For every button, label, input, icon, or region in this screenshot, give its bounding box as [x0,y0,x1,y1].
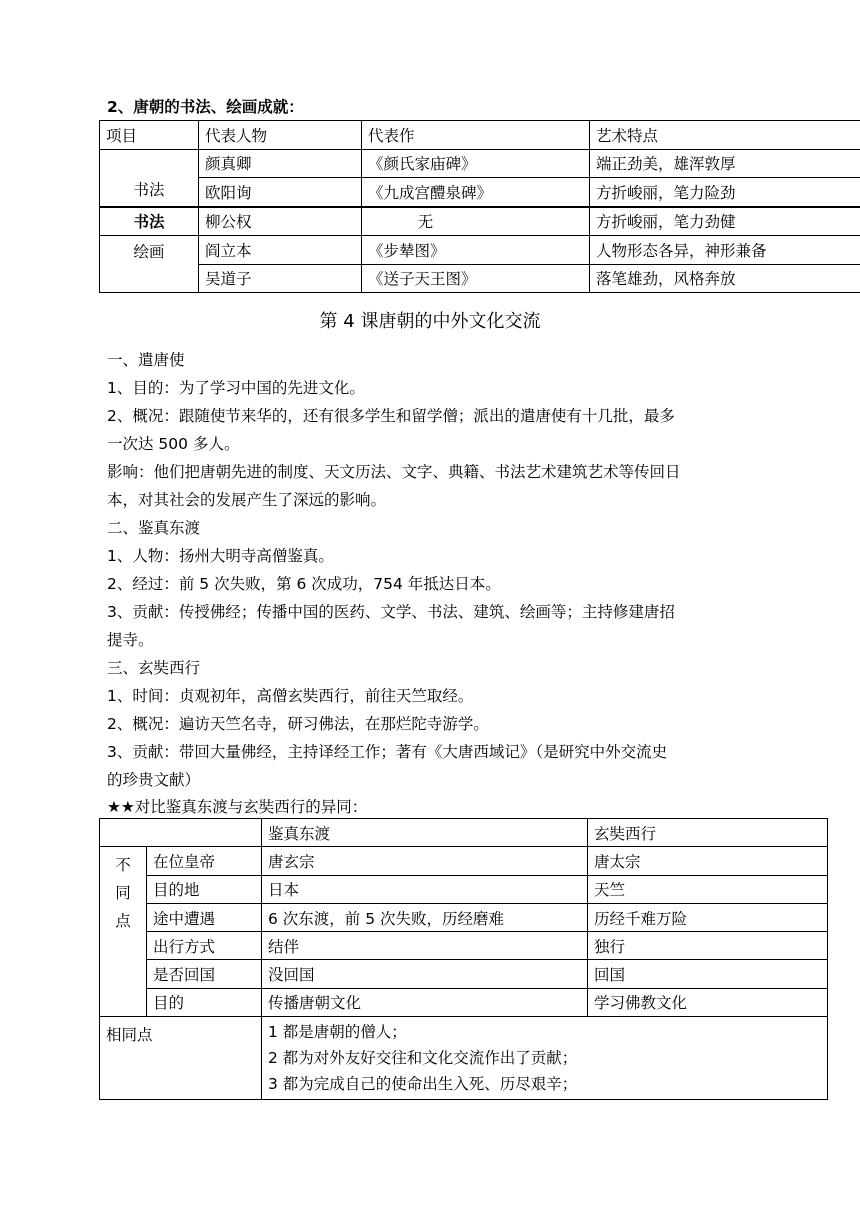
differences-label-char: 同 [115,884,131,903]
person-cell: 阎立本 [199,236,362,265]
jianzhen-cell: 唐玄宗 [262,847,588,875]
differences-label-char: 不 [115,856,131,875]
header-feature: 艺术特点 [590,121,860,150]
text-line: 1、时间：贞观初年，高僧玄奘西行，前往天竺取经。 [107,687,474,705]
lesson-title: 第 4 课唐朝的中外文化交流 [319,311,541,332]
table-header-row [100,819,828,847]
work-cell: 《步辇图》 [362,236,590,265]
similarities-label: 相同点 [100,1017,262,1100]
work-cell: 《送子天王图》 [362,264,590,293]
similarity-point: 3 都为完成自己的使命出生入死、历尽艰辛； [268,1075,578,1094]
jianzhen-cell: 结伴 [262,932,588,960]
category-cell: 书法 [100,207,199,236]
heading-jianzhen: 二、鉴真东渡 [107,519,201,537]
text-line: 提寺。 [107,631,154,649]
text-line: 3、贡献：传授佛经；传播中国的医药、文学、书法、建筑、绘画等；主持修建唐招 [107,603,675,621]
work-cell: 《颜氏家庙碑》 [362,149,590,178]
text-line: 1、人物：扬州大明寺高僧鉴真。 [107,547,334,565]
item-cell: 目的 [147,988,262,1016]
xuanzang-cell: 天竺 [588,875,828,903]
text-line: 2、经过：前 5 次失败，第 6 次成功，754 年抵达日本。 [107,575,501,593]
table-row [100,960,828,988]
item-cell: 目的地 [147,875,262,903]
jianzhen-cell: 日本 [262,875,588,903]
text-line: 2、概况：遍访天竺名寺，研习佛法，在那烂陀寺游学。 [107,715,489,733]
table-row [100,847,828,875]
feature-cell: 方折峻丽，笔力险劲 [590,178,860,207]
table-row [100,236,860,265]
header-category: 项目 [100,121,199,150]
calligraphy-painting-table [99,120,860,293]
person-cell: 柳公权 [199,207,362,236]
category-cell: 书法 [100,149,199,207]
xuanzang-cell: 学习佛教文化 [588,988,828,1016]
empty-header-cell [100,819,262,847]
xuanzang-cell: 历经千难万险 [588,903,828,931]
text-line: 一次达 500 多人。 [107,435,240,453]
differences-label-char: 点 [115,912,131,931]
heading-xuanzang: 三、玄奘西行 [107,659,201,677]
work-cell: 《九成宫醴泉碑》 [362,178,590,207]
table-row [100,1017,828,1100]
header-jianzhen: 鉴真东渡 [262,819,588,847]
header-person: 代表人物 [199,121,362,150]
table-header-row [100,121,860,150]
heading-envoys: 一、遣唐使 [107,351,185,369]
jianzhen-cell: 传播唐朝文化 [262,988,588,1016]
item-cell: 途中遭遇 [147,903,262,931]
xuanzang-cell: 回国 [588,960,828,988]
xuanzang-cell: 唐太宗 [588,847,828,875]
similarities-cell [262,1017,828,1100]
similarity-point: 2 都为对外友好交往和文化交流作出了贡献； [268,1049,578,1068]
text-line: 本，对其社会的发展产生了深远的影响。 [107,491,387,509]
table-row [100,875,828,903]
section-heading-calligraphy: 2、唐朝的书法、绘画成就： [107,98,304,116]
text-line: 1、目的：为了学习中国的先进文化。 [107,379,365,397]
person-cell: 吴道子 [199,264,362,293]
work-cell: 无 [362,207,590,236]
comparison-table [99,818,828,1100]
table-row [100,178,860,207]
item-cell: 是否回国 [147,960,262,988]
jianzhen-cell: 没回国 [262,960,588,988]
comparison-heading: ★★对比鉴真东渡与玄奘西行的异同： [107,798,368,816]
person-cell: 欧阳询 [199,178,362,207]
differences-label [100,847,147,1017]
text-line: 3、贡献：带回大量佛经，主持译经工作；著有《大唐西域记》（是研究中外交流史 [107,743,668,761]
person-cell: 颜真卿 [199,149,362,178]
category-cell: 绘画 [100,236,199,293]
similarity-point: 1 都是唐朝的僧人； [268,1023,407,1042]
feature-cell: 人物形态各异，神形兼备 [590,236,860,265]
table-row [100,932,828,960]
jianzhen-cell: 6 次东渡，前 5 次失败，历经磨难 [262,903,588,931]
feature-cell: 方折峻丽，笔力劲健 [590,207,860,236]
header-xuanzang: 玄奘西行 [588,819,828,847]
table-row [100,264,860,293]
text-line: 2、概况：跟随使节来华的，还有很多学生和留学僧；派出的遣唐使有十几批，最多 [107,407,675,425]
table-row [100,988,828,1016]
text-line: 的珍贵文献） [107,771,201,789]
table-row [100,149,860,178]
table-row [100,207,860,236]
table-row [100,903,828,931]
text-line: 影响：他们把唐朝先进的制度、天文历法、文字、典籍、书法艺术建筑艺术等传回日 [107,463,681,481]
item-cell: 出行方式 [147,932,262,960]
item-cell: 在位皇帝 [147,847,262,875]
header-work: 代表作 [362,121,590,150]
feature-cell: 落笔雄劲，风格奔放 [590,264,860,293]
xuanzang-cell: 独行 [588,932,828,960]
feature-cell: 端正劲美，雄浑敦厚 [590,149,860,178]
